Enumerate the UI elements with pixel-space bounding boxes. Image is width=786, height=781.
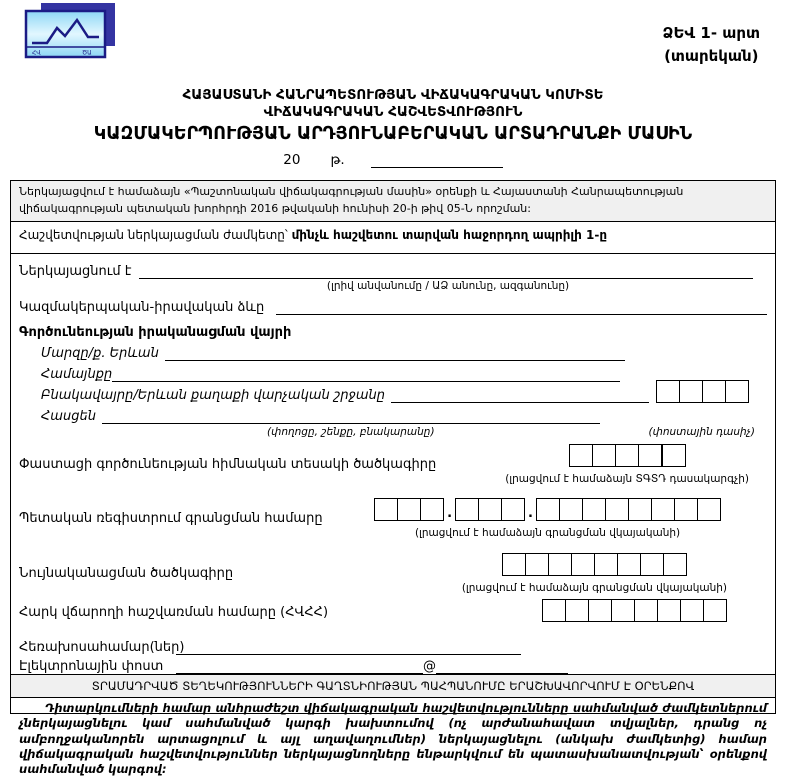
year-row <box>0 152 786 168</box>
input-cell[interactable] <box>656 380 680 403</box>
logo-right-mark: ԾԱ <box>82 49 92 57</box>
tin-group <box>542 599 727 626</box>
input-cell[interactable] <box>657 599 681 622</box>
activity-code-row <box>19 444 767 485</box>
input-cell[interactable] <box>674 498 698 521</box>
address-row <box>41 408 767 424</box>
presenter-hint: (լրիվ անվանումը / ԱՁ անունը, ազգանունը) <box>326 280 570 292</box>
logo-left-mark: ՀՎ <box>32 49 41 57</box>
input-cell[interactable] <box>725 380 749 403</box>
id-code-row <box>19 553 767 594</box>
form-header <box>0 0 786 180</box>
deadline-section <box>11 222 775 254</box>
email-row <box>19 658 767 674</box>
input-cell[interactable] <box>703 599 727 622</box>
register-hint: (լրացվում է համաձայն գրանցման վկայականի) <box>414 527 681 539</box>
input-cell[interactable] <box>525 553 549 576</box>
input-cell[interactable] <box>702 380 726 403</box>
input-cell[interactable] <box>565 599 589 622</box>
input-cell[interactable] <box>680 599 704 622</box>
input-cell[interactable] <box>605 498 629 521</box>
tin-label: Հարկ վճարողի հաշվառման համարը (ՀՎՀՀ) <box>19 605 329 620</box>
main-fields-section <box>11 254 775 674</box>
id-code-label: Նույնականացման ծածկագիրը <box>19 566 234 581</box>
location-heading: Գործունեության իրականացման վայրի <box>19 325 292 340</box>
input-cell[interactable] <box>697 498 721 521</box>
phone-input-line[interactable] <box>176 639 521 655</box>
form-period: (տարեկան) <box>664 47 759 66</box>
input-cell[interactable] <box>420 498 444 521</box>
input-cell[interactable] <box>594 553 618 576</box>
input-cell[interactable] <box>640 553 664 576</box>
input-cell[interactable] <box>455 498 479 521</box>
input-cell[interactable] <box>628 498 652 521</box>
input-cell[interactable] <box>478 498 502 521</box>
id-code-boxes[interactable] <box>502 553 687 576</box>
input-cell[interactable] <box>615 444 639 467</box>
email-local-input-line[interactable] <box>176 658 423 674</box>
deadline-value: մինչև հաշվետու տարվան հաջորդող ապրիլի 1-ը <box>291 228 608 242</box>
legal-form-row <box>19 299 767 315</box>
legal-basis-text: Ներկայացվում է համաձայն «Պաշտոնական վիճակագրության մասին» օրենքի և Հայաստանի Հանրապետության վիճակագրության պետական խորհրդի 2016 թվականի հունիսի 20-ի թիվ 05-Ն որոշման: <box>19 185 684 215</box>
legal-basis-section <box>11 181 775 222</box>
legal-form-label: Կազմակերպական-իրավական ձևը <box>19 300 265 315</box>
input-cell[interactable] <box>502 553 526 576</box>
phone-row <box>19 639 767 655</box>
input-cell[interactable] <box>501 498 525 521</box>
input-cell[interactable] <box>611 599 635 622</box>
input-cell[interactable] <box>663 553 687 576</box>
input-cell[interactable] <box>397 498 421 521</box>
region-input-line[interactable] <box>165 345 625 361</box>
box-group-separator: . <box>447 506 453 521</box>
register-label: Պետական ռեգիստրում գրանցման համարը <box>19 511 323 526</box>
form-code: ՁԵՎ 1- արտ <box>662 24 760 42</box>
input-cell[interactable] <box>542 599 566 622</box>
armstat-logo <box>24 3 118 60</box>
activity-code-group <box>505 444 749 485</box>
settlement-input-line[interactable] <box>391 387 649 403</box>
input-cell[interactable] <box>661 444 686 467</box>
id-code-group <box>462 553 727 594</box>
activity-code-hint: (լրացվում է համաձայն ՏԳՏԴ դասակարգչի) <box>505 473 749 485</box>
title-block <box>0 87 786 168</box>
input-cell[interactable] <box>592 444 616 467</box>
input-cell[interactable] <box>569 444 593 467</box>
presenter-row <box>19 263 767 279</box>
register-number-row <box>19 498 767 539</box>
email-domain-input-line[interactable] <box>436 658 568 674</box>
tin-row <box>19 599 767 626</box>
title-committee: ՀԱՅԱՍՏԱՆԻ ՀԱՆՐԱՊԵՏՈՒԹՅԱՆ ՎԻՃԱԿԱԳՐԱԿԱՆ ԿՈՄԻՏԵ <box>182 87 604 103</box>
input-cell[interactable] <box>571 553 595 576</box>
input-cell[interactable] <box>588 599 612 622</box>
region-row <box>41 345 767 361</box>
region-label: Մարզը/ք. Երևան <box>41 346 159 361</box>
activity-code-boxes[interactable] <box>569 444 686 467</box>
postal-code-boxes[interactable] <box>656 380 749 403</box>
activity-code-label: Փաստացի գործունեության հիմնական տեսակի ծածկագիրը <box>19 457 437 472</box>
year-prefix: 20 <box>283 151 301 168</box>
input-cell[interactable] <box>651 498 675 521</box>
input-cell[interactable] <box>559 498 583 521</box>
community-label: Համայնքը <box>41 367 113 382</box>
form-code-block <box>663 22 760 69</box>
street-hint: (փողոցը, շենքը, բնակարանը) <box>267 426 435 438</box>
input-cell[interactable] <box>548 553 572 576</box>
id-code-hint: (լրացվում է համաձայն գրանցման վկայականի) <box>461 582 727 594</box>
postal-hint: (փոստային դասիչ) <box>648 426 755 438</box>
year-suffix: թ. <box>330 151 345 168</box>
tin-boxes[interactable] <box>542 599 727 622</box>
box-group-separator: . <box>528 506 533 521</box>
liability-note: Դիտարկումների համար անհրաժեշտ վիճակագրական հաշվետվությունները սահմանված ժամկետներում չներկայացնելու կամ սահմանված կարգի խախտումով (ոչ արժանահավատ տվյալներ, դրանց ոչ ամբողջականորեն արտացոլում և այլ աղավաղումներ) ներկայացնելու (անկախ ժամկետից) համար վիճակագրական հաշվետվություններ ներկայացնողները ենթարկվում են պատասխանատվության՝ օրենքով սահմանված կարգով: <box>19 701 767 777</box>
input-cell[interactable] <box>617 553 641 576</box>
presenter-label: Ներկայացնում է <box>19 264 132 279</box>
input-cell[interactable] <box>638 444 662 467</box>
confidentiality-band: ՏՐԱՄԱԴՐՎԱԾ ՏԵՂԵԿՈՒԹՅՈՒՆՆԵՐԻ ԳԱՂՏՆԻՈՒԹՅԱՆ ՊԱՀՊԱՆՈՒՄԸ ԵՐԱՇԽԱՎՈՐՎՈՒՄ Է ՕՐԵՆՔՈՎ <box>11 674 775 698</box>
input-cell[interactable] <box>582 498 606 521</box>
phone-label: Հեռախոսահամար(ներ) <box>19 640 185 655</box>
community-input-line[interactable] <box>112 366 620 382</box>
title-subject: ԿԱԶՄԱԿԵՐՊՈՒԹՅԱՆ ԱՐԴՅՈՒՆԱԲԵՐԱԿԱՆ ԱՐՏԱԴՐԱՆՔԻ ՄԱՍԻՆ <box>93 123 693 144</box>
input-cell[interactable] <box>374 498 398 521</box>
email-label: Էլեկտրոնային փոստ <box>19 659 164 674</box>
email-at-sign: @ <box>423 659 436 674</box>
register-number-boxes[interactable] <box>374 498 721 521</box>
input-cell[interactable] <box>679 380 703 403</box>
address-label: Հասցեն <box>41 409 96 424</box>
address-hints-row <box>19 426 767 438</box>
input-cell[interactable] <box>536 498 560 521</box>
address-input-line[interactable] <box>102 408 600 424</box>
register-number-group <box>374 498 721 539</box>
deadline-label: Հաշվետվության ներկայացման ժամկետը՝ <box>19 228 288 242</box>
year-input-line[interactable] <box>371 152 503 168</box>
legal-form-input-line[interactable] <box>276 299 767 315</box>
report-form <box>10 180 776 777</box>
presenter-input-line[interactable] <box>139 263 753 279</box>
input-cell[interactable] <box>634 599 658 622</box>
title-report-type: ՎԻՃԱԿԱԳՐԱԿԱՆ ՀԱՇՎԵՏՎՈՒԹՅՈՒՆ <box>263 103 523 120</box>
settlement-label: Բնակավայրը/Երևան քաղաքի վարչական շրջանը <box>41 388 385 403</box>
